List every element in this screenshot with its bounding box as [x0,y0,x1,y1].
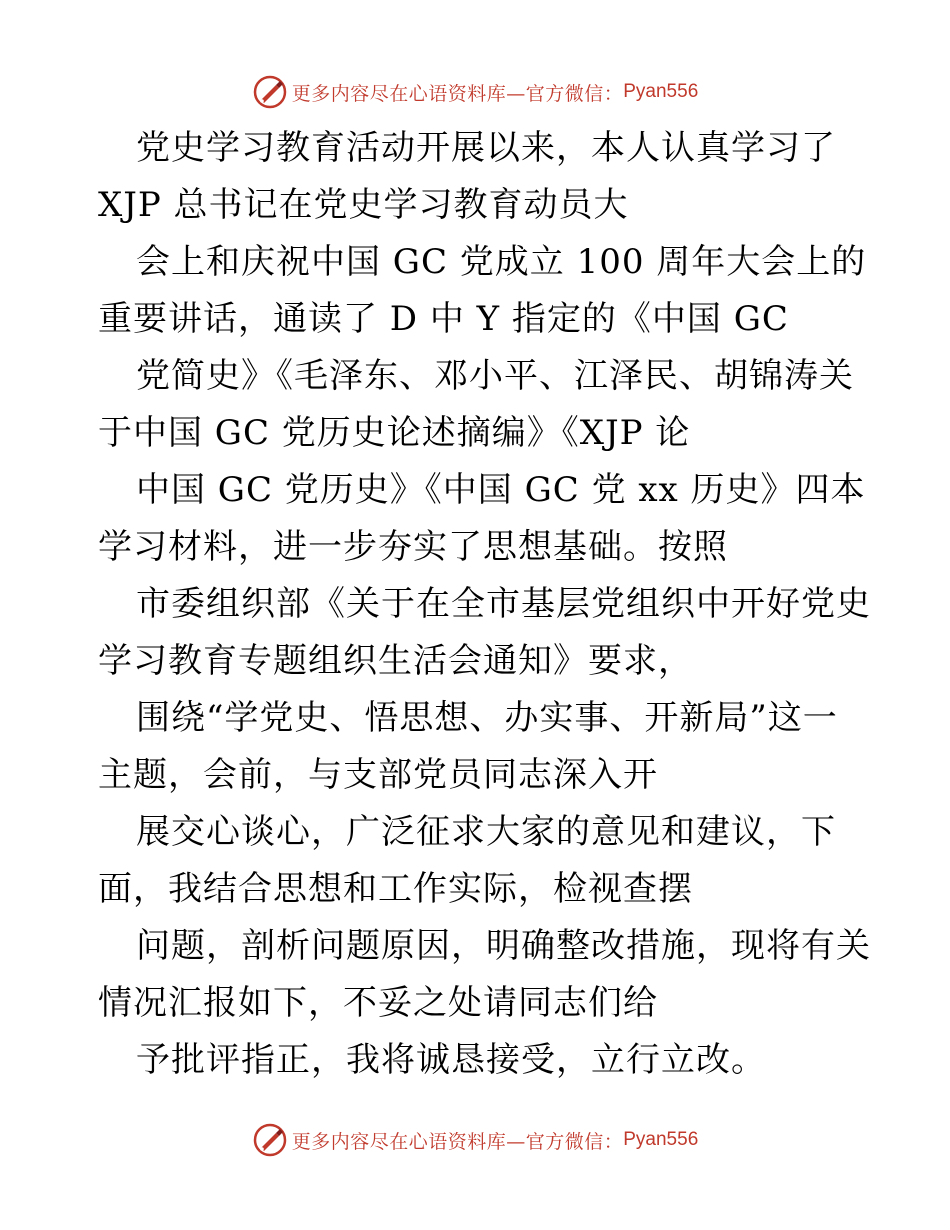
header-watermark [0,72,950,112]
watermark-account: Pyan556 [623,81,699,102]
body-line: 党史学习教育活动开展以来，本人认真学习了 [136,128,836,168]
pen-logo-icon [252,1122,288,1158]
watermark-account: Pyan556 [623,1129,699,1150]
body-line: 围绕“学党史、悟思想、办实事、开新局”这一 [136,698,838,738]
body-line: 会上和庆祝中国 GC 党成立 100 周年大会上的 [136,242,867,282]
watermark-text: 更多内容尽在心语资料库—官方微信： [291,82,624,105]
body-line: 市委组织部《关于在全市基层党组织中开好党史 [136,584,871,624]
body-line: 于中国 GC 党历史论述摘编》《XJP 论 [98,413,691,453]
body-line: 面，我结合思想和工作实际，检视查摆 [98,869,693,909]
body-line: 主题，会前，与支部党员同志深入开 [98,755,658,795]
body-line: 予批评指正，我将诚恳接受，立行立改。 [136,1040,766,1080]
body-line: 学习教育专题组织生活会通知》要求， [98,641,693,681]
body-line: 学习材料，进一步夯实了思想基础。按照 [98,527,728,567]
body-line: 问题，剖析问题原因，明确整改措施，现将有关 [136,926,871,966]
body-line: 展交心谈心，广泛征求大家的意见和建议，下 [136,812,836,852]
body-line: XJP 总书记在党史学习教育动员大 [98,185,629,225]
body-line: 情况汇报如下，不妥之处请同志们给 [98,983,658,1023]
body-line: 中国 GC 党历史》《中国 GC 党 xx 历史》四本 [136,470,866,510]
body-line: 党简史》《毛泽东、邓小平、江泽民、胡锦涛关 [136,356,854,396]
body-line: 重要讲话，通读了 D 中 Y 指定的《中国 GC [98,299,789,339]
footer-watermark [0,1120,950,1160]
watermark-text: 更多内容尽在心语资料库—官方微信： [291,1130,624,1153]
pen-logo-icon [252,74,288,110]
